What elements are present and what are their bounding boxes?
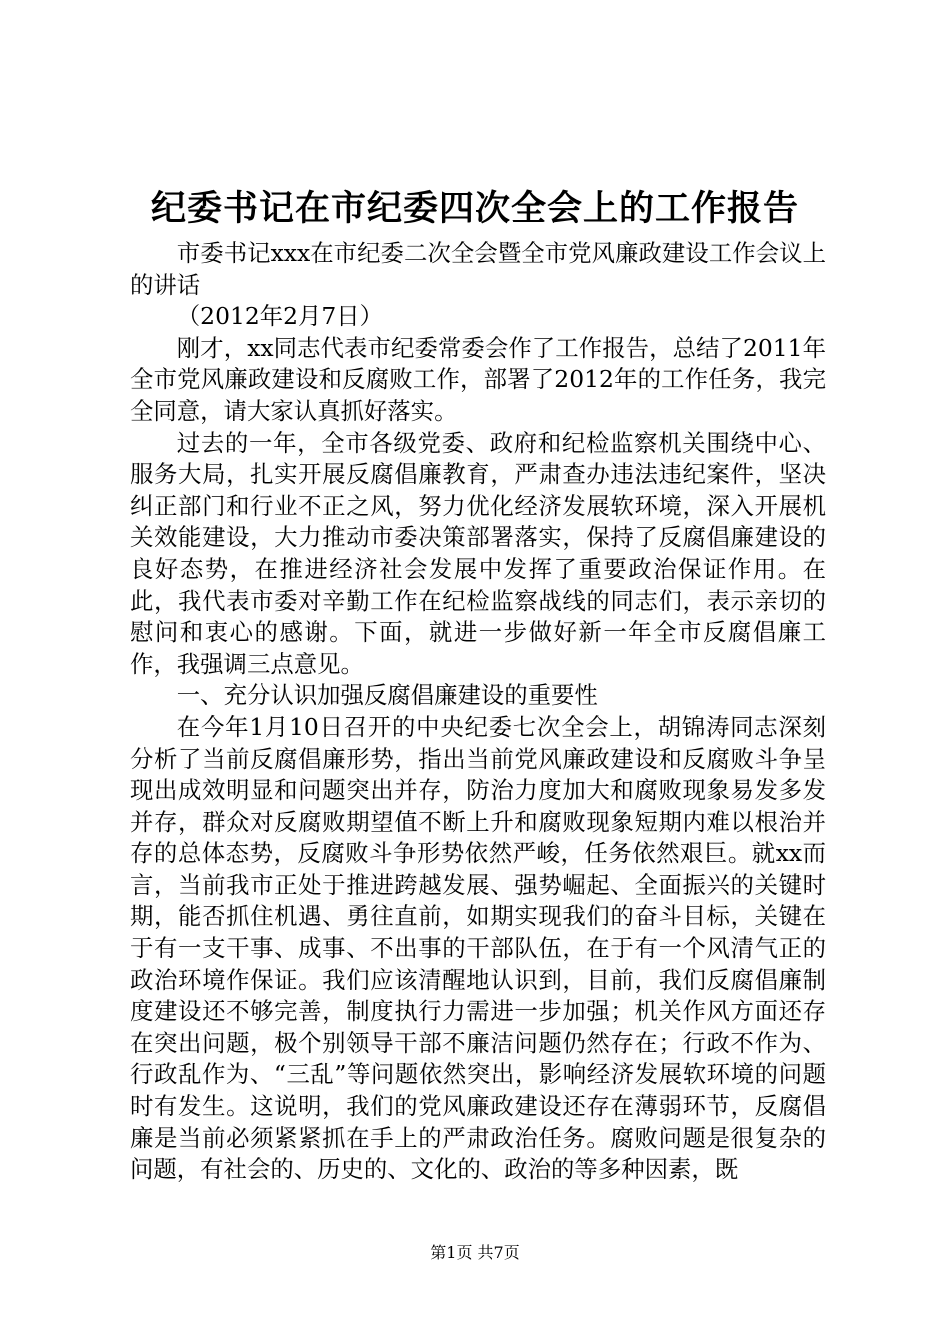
- body-paragraph: 刚才，xx同志代表市纪委常委会作了工作报告，总结了2011年全市党风廉政建设和反腐败工作，部署了2012年的工作任务，我完全同意，请大家认真抓好落实。: [130, 333, 826, 425]
- speech-date: （2012年2月7日）: [176, 302, 384, 331]
- document-body: [130, 238, 826, 1186]
- document-title: 纪委书记在市纪委四次全会上的工作报告: [150, 188, 799, 229]
- speech-heading: 市委书记xxx在市纪委二次全会暨全市党风廉政建设工作会议上的讲话: [130, 239, 826, 299]
- section-heading: 一、充分认识加强反腐倡廉建设的重要性: [176, 681, 598, 710]
- body-paragraph: 在今年1月10日召开的中央纪委七次全会上，胡锦涛同志深刻分析了当前反腐倡廉形势，指出当前党风廉政建设和反腐败斗争呈现出成效明显和问题突出并存，防治力度加大和腐败现象易发多发并存，群众对反腐败期望值不断上升和腐败现象短期内难以根治并存的总体态势，反腐败斗争形势依然严峻，任务依然艰巨。就xx而言，当前我市正处于推进跨越发展、强势崛起、全面振兴的关键时期，能否抓住机遇、勇往直前，如期实现我们的奋斗目标，关键在于有一支干事、成事、不出事的干部队伍，在于有一个风清气正的政治环境作保证。我们应该清醒地认识到，目前，我们反腐倡廉制度建设还不够完善，制度执行力需进一步加强；机关作风方面还存在突出问题，极个别领导干部不廉洁问题仍然存在；行政不作为、行政乱作为、“三乱”等问题依然突出，影响经济发展软环境的问题时有发生。这说明，我们的党风廉政建设还存在薄弱环节，反腐倡廉是当前必须紧紧抓在手上的严肃政治任务。腐败问题是很复杂的问题，有社会的、历史的、文化的、政治的等多种因素，既: [130, 712, 826, 1184]
- body-paragraph: 过去的一年，全市各级党委、政府和纪检监察机关围绕中心、服务大局，扎实开展反腐倡廉教育，严肃查办违法违纪案件，坚决纠正部门和行业不正之风，努力优化经济发展软环境，深入开展机关效能建设，大力推动市委决策部署落实，保持了反腐倡廉建设的良好态势，在推进经济社会发展中发挥了重要政治保证作用。在此，我代表市委对辛勤工作在纪检监察战线的同志们，表示亲切的慰问和衷心的感谢。下面，就进一步做好新一年全市反腐倡廉工作，我强调三点意见。: [130, 428, 826, 678]
- page-number: 第1页 共7页: [430, 1243, 520, 1262]
